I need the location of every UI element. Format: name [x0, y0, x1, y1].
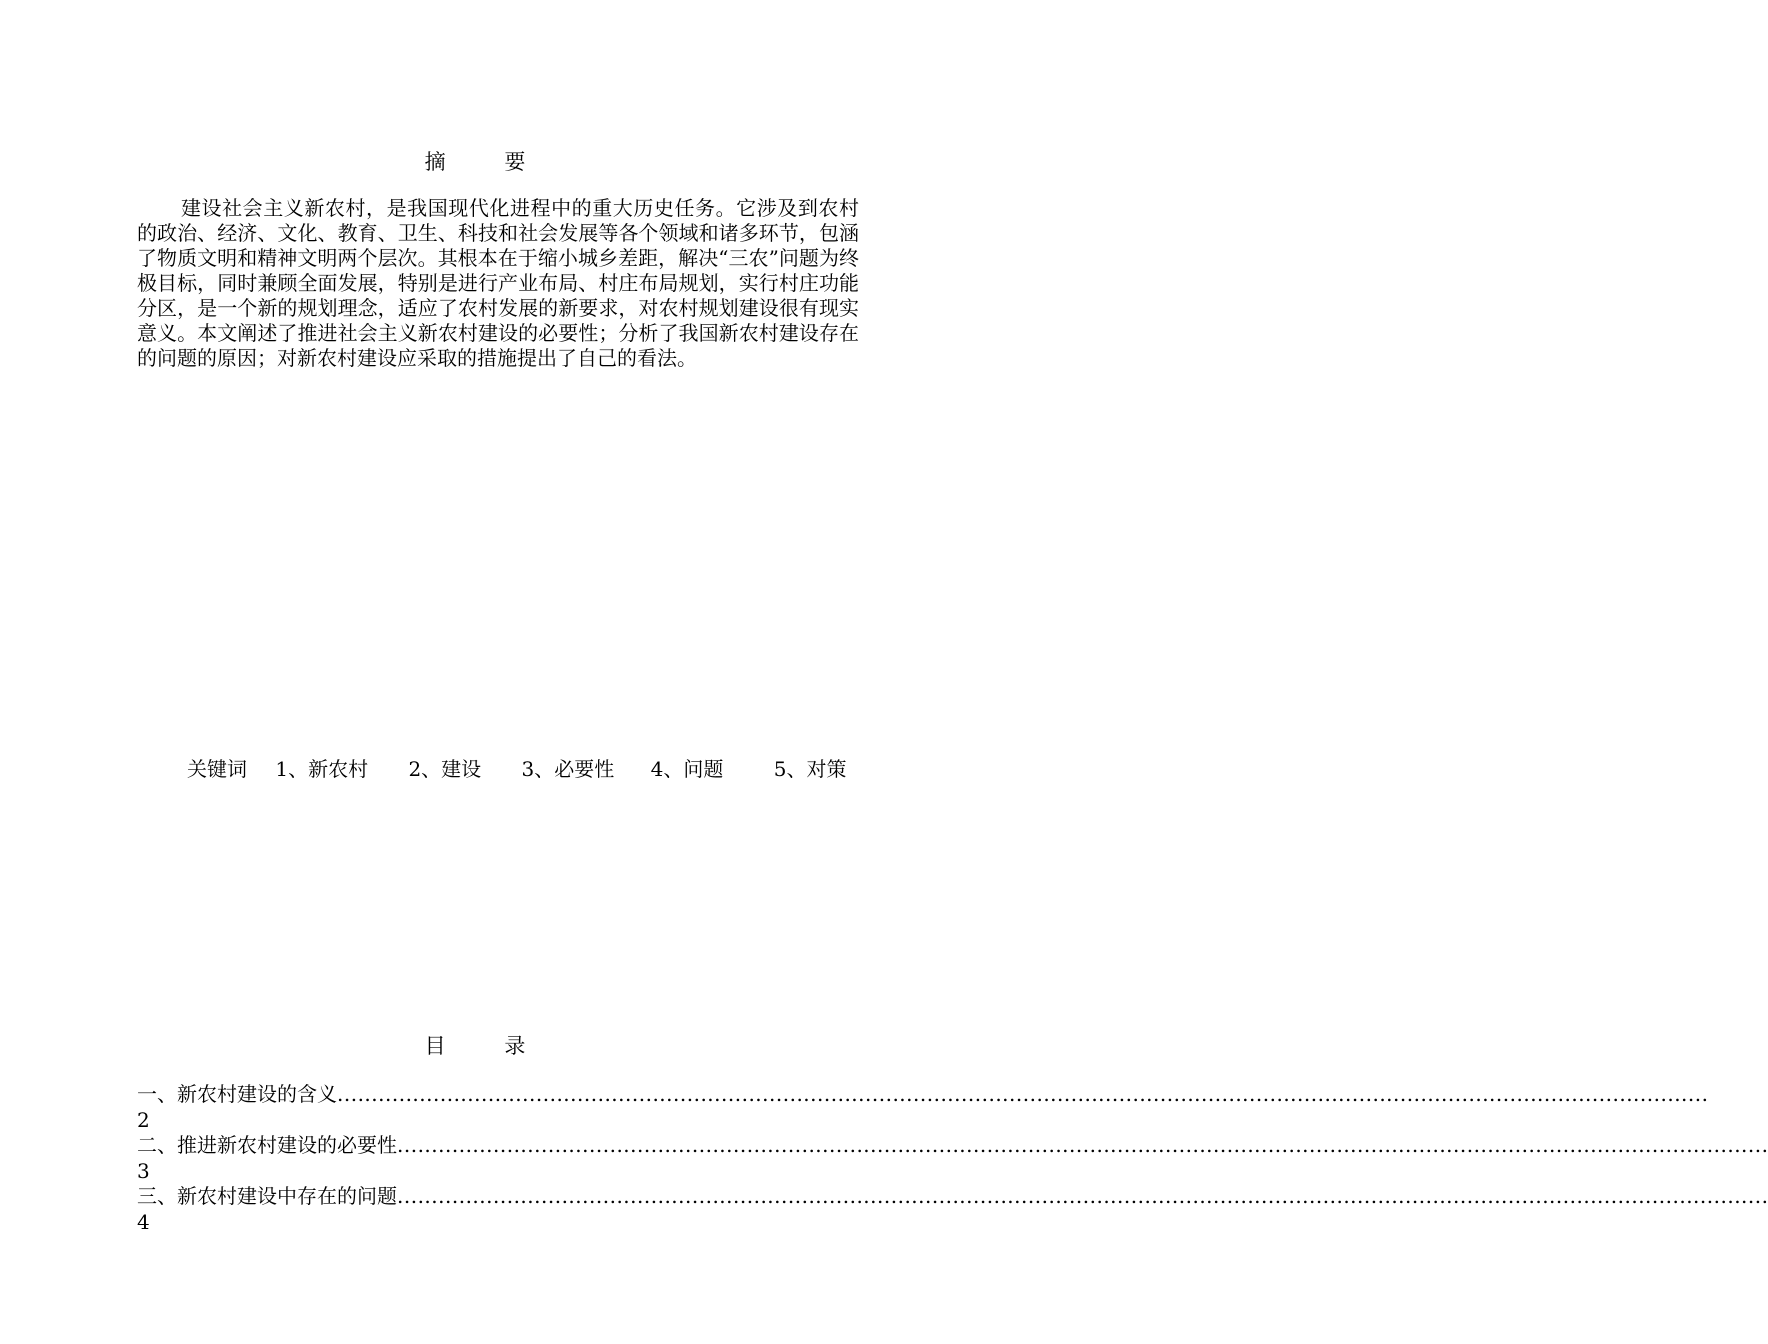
keyword-item: 3、必要性	[521, 757, 615, 781]
keywords-line	[187, 756, 846, 782]
keyword-item: 5、对策	[773, 757, 847, 781]
toc-page-number: 2	[137, 1107, 150, 1132]
toc-leader-dots: ........................................................................................................................................................................................................	[397, 1184, 1768, 1208]
abstract-body: 建设社会主义新农村，是我国现代化进程中的重大历史任务。它涉及到农村的政治、经济、文化、教育、卫生、科技和社会发展等各个领域和诸多环节，包涵了物质文明和精神文明两个层次。其根本在于缩小城乡差距，解决“三农”问题为终极目标，同时兼顾全面发展，特别是进行产业布局、村庄布局规划，实行村庄功能分区，是一个新的规划理念，适应了农村发展的新要求，对农村规划建设很有现实意义。本文阐述了推进社会主义新农村建设的必要性；分析了我国新农村建设存在的问题的原因；对新农村建设应采取的措施提出了自己的看法。	[137, 196, 859, 370]
toc-entry-text: 三、新农村建设中存在的问题	[137, 1184, 397, 1208]
keyword-item: 2、建设	[408, 757, 482, 781]
keyword-item: 4、问题	[650, 757, 724, 781]
toc-page-number: 4	[137, 1209, 150, 1234]
toc-title: 目 录	[424, 1034, 552, 1058]
toc-leader-dots: ........................................................................................................................................................................................................	[337, 1082, 1709, 1106]
toc-entry-text: 一、新农村建设的含义	[137, 1082, 337, 1106]
keywords-label: 关键词	[187, 757, 247, 781]
abstract-title: 摘 要	[424, 150, 552, 174]
toc-entry[interactable]	[137, 1133, 1768, 1184]
toc-entry-text: 二、推进新农村建设的必要性	[137, 1133, 397, 1157]
toc-entry[interactable]	[137, 1082, 1709, 1133]
toc-leader-dots: ........................................................................................................................................................................................................	[397, 1133, 1768, 1157]
toc-page-number: 3	[137, 1158, 150, 1183]
table-of-contents	[137, 1082, 1768, 1235]
keyword-item: 1、新农村	[275, 757, 369, 781]
toc-entry[interactable]	[137, 1184, 1768, 1235]
